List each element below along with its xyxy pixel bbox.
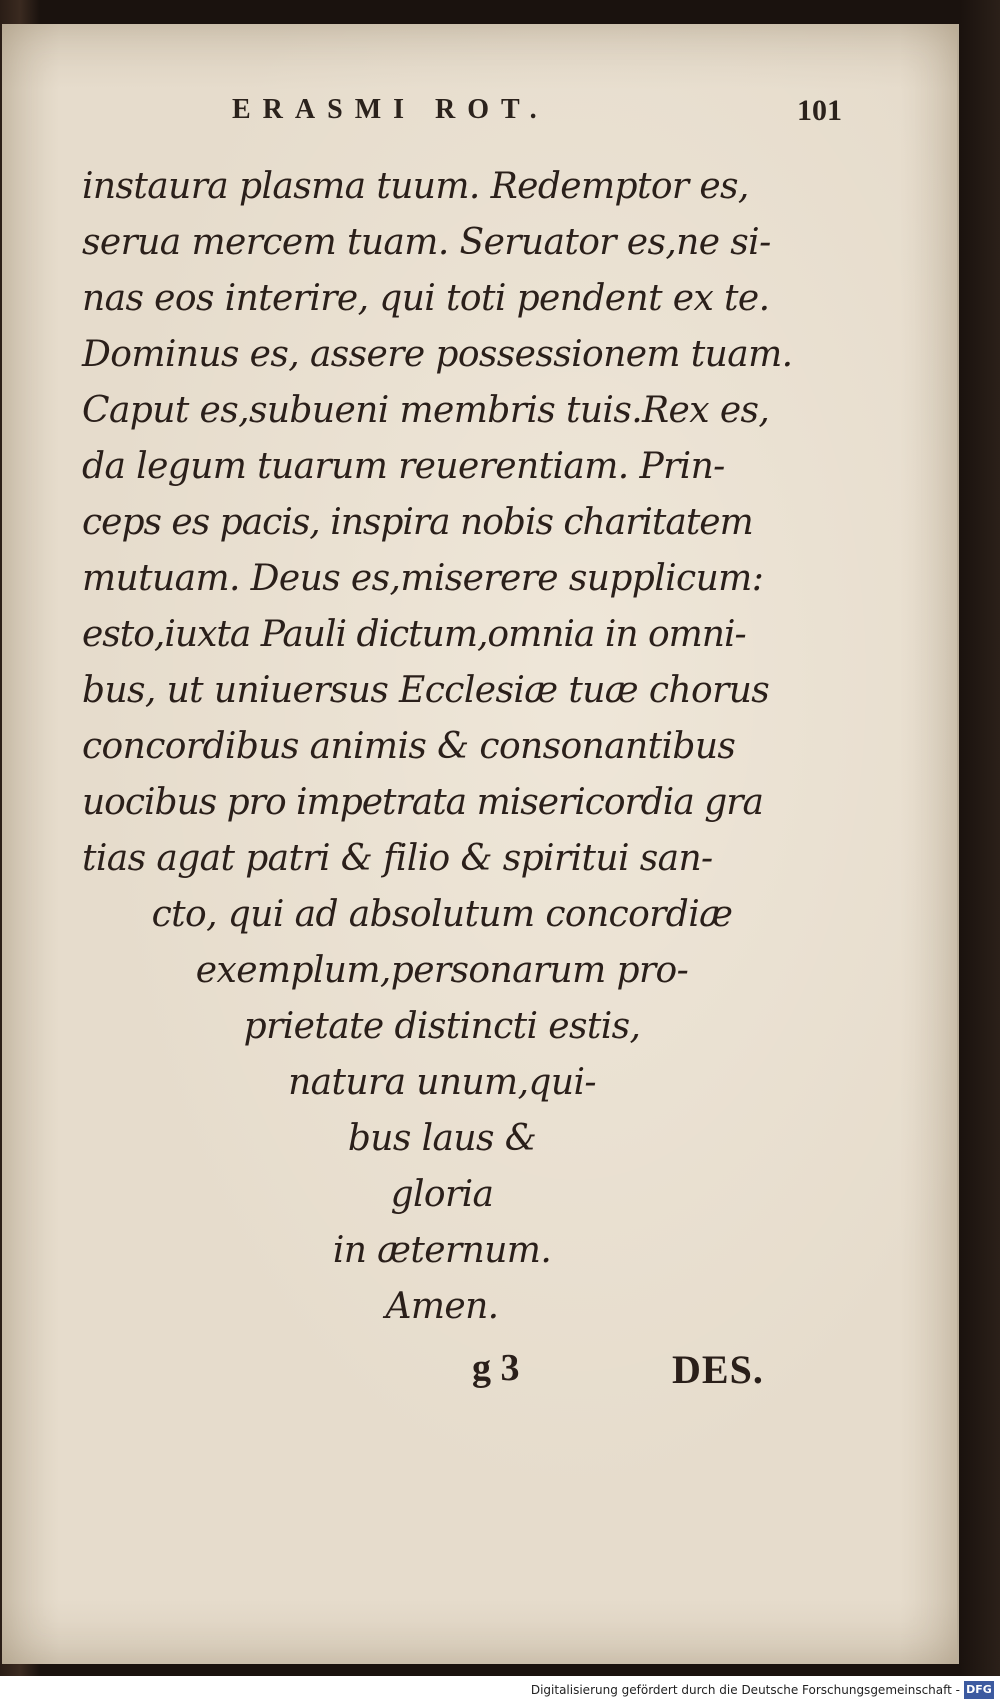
credit-bar — [0, 1676, 1000, 1706]
body-text — [82, 159, 802, 1335]
book-page — [2, 24, 959, 1664]
text-line: tias agat patri & filio & spiritui san- — [82, 838, 713, 879]
text-line: exemplum,personarum pro- — [195, 950, 689, 991]
running-head: ERASMI ROT. — [232, 94, 549, 125]
text-line: in æternum. — [332, 1230, 552, 1271]
text-line: Amen. — [385, 1286, 499, 1327]
text-line: esto,iuxta Pauli dictum,omnia in omni- — [82, 614, 746, 655]
credit-text: Digitalisierung gefördert durch die Deutsche Forschungsgemeinschaft - — [530, 1683, 960, 1697]
text-line: serua mercem tuam. Seruator es,ne si- — [82, 222, 771, 263]
text-line: concordibus animis & consonantibus — [82, 726, 736, 767]
page-header — [2, 94, 957, 134]
text-line: Caput es,subueni membris tuis.Rex es, — [82, 390, 770, 431]
text-line: bus, ut uniuersus Ecclesiæ tuæ chorus — [82, 670, 770, 711]
text-line: gloria — [390, 1174, 494, 1215]
text-line: instaura plasma tuum. Redemptor es, — [82, 166, 749, 207]
text-line: Dominus es, assere possessionem tuam. — [82, 334, 793, 375]
text-line: uocibus pro impetrata misericordia gra — [82, 782, 763, 823]
text-line: prietate distincti estis, — [243, 1006, 641, 1047]
dfg-logo: DFG — [964, 1681, 994, 1699]
catchword: DES. — [672, 1347, 764, 1392]
page-number: 101 — [797, 94, 842, 127]
text-line: da legum tuarum reuerentiam. Prin- — [82, 446, 725, 487]
text-line: ceps es pacis, inspira nobis charitatem — [82, 502, 753, 543]
text-line: natura unum,qui- — [288, 1062, 596, 1103]
text-line: cto, qui ad absolutum concordiæ — [151, 894, 733, 935]
signature-mark: g 3 — [472, 1347, 520, 1389]
text-line: mutuam. Deus es,miserere supplicum: — [82, 558, 764, 599]
page-footer — [2, 1346, 957, 1406]
text-line: bus laus & — [347, 1118, 537, 1159]
text-line: nas eos interire, qui toti pendent ex te. — [82, 278, 770, 319]
